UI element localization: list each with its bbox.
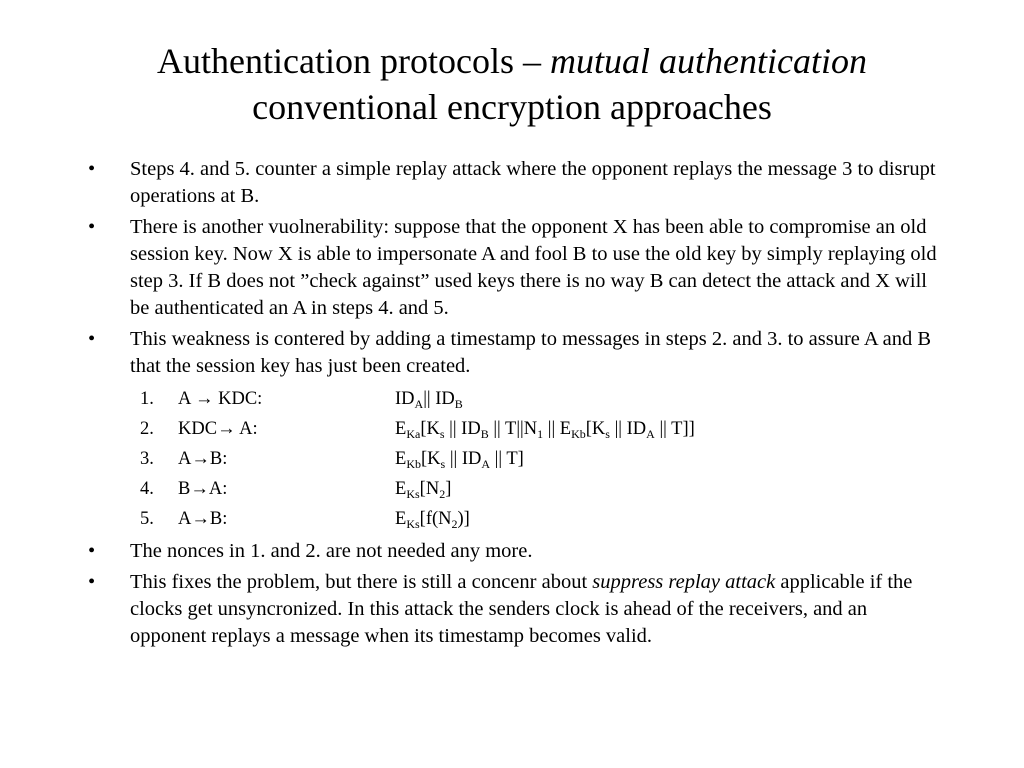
arrow-right-icon: → — [191, 449, 210, 469]
bullet-text: There is another vuolnerability: suppose that the opponent X has been able to compromise an old session key. Now X is able to impersonate A and fool B to use the old key by simply replaying old step 3. If B does not ”check against” used keys there is no way B can detect the attack and X will be authenticated an A in steps 4. and 5. — [130, 216, 937, 319]
step-sender: KDC — [178, 419, 218, 439]
protocol-step-row — [88, 504, 948, 534]
subscript: Kb — [571, 427, 586, 441]
protocol-step-row — [88, 444, 948, 474]
step-number: 1. — [140, 389, 154, 409]
step-parties — [178, 384, 262, 414]
bullet-text: This weakness is contered by adding a timestamp to messages in steps 2. and 3. to assure A and B that the session key has just been created. — [130, 328, 932, 377]
subscript: B — [454, 397, 463, 411]
step-parties — [178, 414, 258, 444]
step-number: 3. — [140, 449, 154, 469]
arrow-right-icon: → — [217, 419, 236, 439]
title-italic-text: mutual authentication — [549, 41, 867, 81]
subscript: B — [480, 427, 489, 441]
bullet-item — [88, 214, 948, 322]
title-line-2: conventional encryption approaches — [252, 87, 772, 127]
subscript: 2 — [451, 517, 458, 531]
step-receiver: B: — [209, 449, 228, 469]
step-receiver: A: — [235, 419, 258, 439]
title-line-1 — [60, 38, 964, 84]
protocol-step-row — [88, 384, 948, 414]
step-receiver: A: — [208, 479, 228, 499]
protocol-steps-list — [88, 384, 948, 534]
bullet-marker: • — [88, 328, 96, 350]
bullet-marker: • — [88, 158, 96, 180]
step-parties — [178, 444, 227, 474]
subscript: Ks — [406, 517, 420, 531]
bullet-marker: • — [88, 216, 96, 238]
subscript: s — [439, 427, 445, 441]
bullet-marker: • — [88, 571, 96, 593]
subscript: A — [481, 457, 491, 471]
step-receiver: B: — [209, 509, 228, 529]
step-sender: A — [178, 389, 195, 409]
title-plain-text: Authentication protocols – — [157, 41, 550, 81]
subscript: 1 — [537, 427, 544, 441]
subscript: Ka — [406, 427, 421, 441]
arrow-right-icon: → — [194, 389, 214, 409]
step-parties — [178, 474, 227, 504]
arrow-right-icon: → — [190, 479, 209, 499]
subscript: Ks — [406, 487, 420, 501]
arrow-right-icon: → — [191, 509, 210, 529]
bullet-item — [88, 538, 948, 565]
step-message: $E_{Ks}[f(N_2)]$ — [395, 509, 470, 531]
bullet-text-italic: suppress replay attack — [592, 571, 776, 593]
step-message: $E_{Kb}[K_s$ || $ID_A$ || T] — [395, 449, 524, 471]
protocol-step-row — [88, 474, 948, 504]
bullet-text: Steps 4. and 5. counter a simple replay attack where the opponent replays the message 3 to disrupt operations at B. — [130, 158, 936, 207]
bullet-text-after: applicable if the clocks get unsyncronized. In this attack the senders clock is ahead of the receivers, and an opponent replays a message when its timestamp becomes valid. — [130, 571, 913, 647]
step-sender: A — [178, 509, 192, 529]
step-message: $ID_A||$ $ID_B$ — [395, 389, 463, 411]
subscript: s — [605, 427, 610, 441]
step-parties — [178, 504, 227, 534]
bullet-item — [88, 156, 948, 210]
bullet-text: The nonces in 1. and 2. are not needed any more. — [130, 540, 533, 562]
subscript: 2 — [439, 487, 446, 501]
bullet-marker: • — [88, 540, 96, 562]
step-message: $E_{Ka}[K_s$ || $ID_B$ || $T||N_1$ || $E_{Kb}[K_s$ || $ID_A$ || T]] — [395, 419, 695, 441]
bullet-item — [88, 326, 948, 380]
bullet-text-plain: This fixes the problem, but there is still a concenr about — [130, 571, 593, 593]
step-sender: A — [178, 449, 192, 469]
subscript: A — [414, 397, 424, 411]
slide-body — [88, 156, 948, 654]
subscript: Kb — [406, 457, 421, 471]
step-number: 5. — [140, 509, 154, 529]
protocol-step-row — [88, 414, 948, 444]
subscript: A — [646, 427, 655, 441]
bullet-item — [88, 569, 948, 650]
step-sender: B — [178, 479, 191, 499]
subscript: s — [440, 457, 446, 471]
slide-title — [60, 38, 964, 130]
step-number: 2. — [140, 419, 154, 439]
bullet-text — [130, 571, 912, 647]
step-number: 4. — [140, 479, 154, 499]
step-receiver: KDC: — [213, 389, 263, 409]
step-message: $E_{Ks}[N_2]$ — [395, 479, 452, 501]
